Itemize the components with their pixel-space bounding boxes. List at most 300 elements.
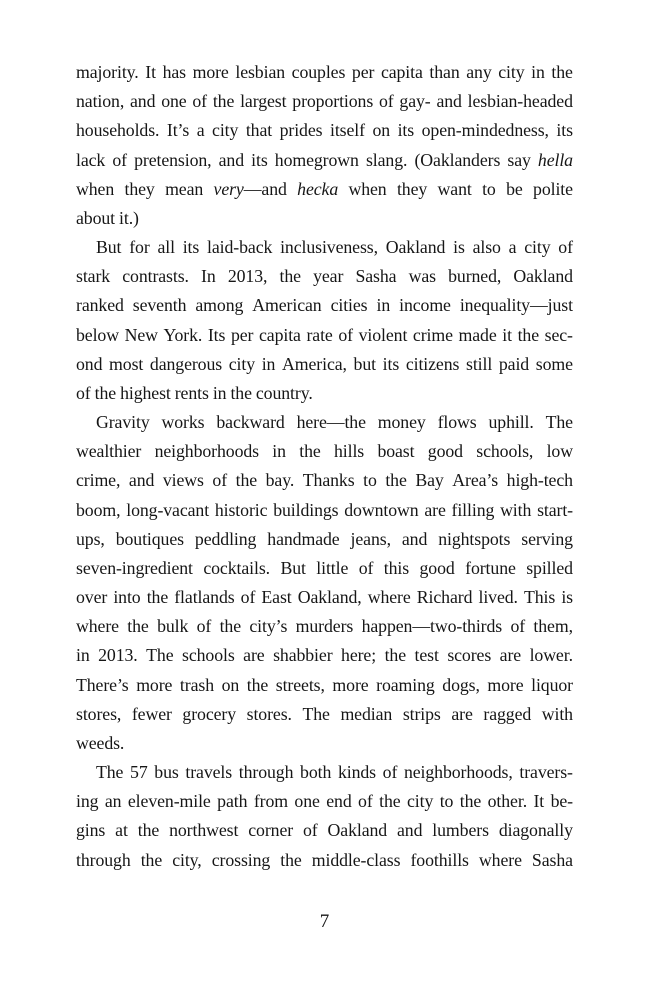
word: majority. [76,62,139,82]
text-line [76,408,573,437]
word: low [546,441,573,462]
word: the [137,820,160,841]
word: polite [533,178,573,199]
word: works [161,412,205,433]
word: sec- [544,324,573,345]
word: citizens [405,353,460,374]
word: peddling [194,528,257,549]
word: Sasha [355,266,397,287]
word: Bay [415,470,444,491]
word: downtown [344,499,419,520]
word: of [240,587,256,608]
word: liquor [531,674,573,695]
word: nation, [76,91,125,112]
word: them, [533,616,573,637]
word: start- [537,499,573,520]
word: capita [258,324,301,345]
word: historic [214,499,268,520]
word: and [218,149,245,170]
word: serving [521,528,573,549]
word: of [192,91,208,112]
word: boom, [76,499,121,520]
word: also [472,237,501,258]
word: more [332,674,369,695]
word: below [76,324,119,345]
word: fewer [131,703,172,724]
word: buildings [273,499,339,520]
word: of [302,820,318,841]
word: median [340,703,393,724]
word: The [545,412,573,433]
text-line [76,175,573,204]
word: is [561,587,573,608]
word: where [76,616,119,637]
text-line [76,554,573,583]
word: in [212,382,227,403]
word: very—and [213,178,287,199]
word: where [367,587,411,608]
word: East [261,587,292,608]
word: the [219,616,242,637]
word: seven-ingredient [76,557,193,578]
word: this [383,557,410,578]
word: lumbers [432,820,489,841]
word: stores, [76,703,122,724]
word: and [436,91,462,112]
text-line [76,204,573,233]
text-line [76,846,573,875]
word: cities [330,295,368,316]
text-line [76,87,573,116]
word: in [531,62,545,82]
word: America, [282,353,347,374]
word: This [524,587,556,608]
text-line [76,233,573,262]
word: filling [451,499,495,520]
word: made [458,324,497,345]
word: the [517,324,539,345]
word: stores. [246,703,292,724]
word: to [439,791,454,812]
word: here; [341,645,377,666]
text-line [76,262,573,291]
word: than [429,62,460,82]
word: in [261,353,276,374]
word: are [424,499,446,520]
word: lesbian-headed [467,91,573,112]
word: path [217,791,248,812]
word: with [541,703,573,724]
word: households. [76,120,160,141]
word: boast [377,441,415,462]
text-line [76,116,573,145]
word: crime, [76,470,121,491]
word: per [230,324,254,345]
word: capita [380,62,423,82]
word: laid-back [207,237,273,258]
word: the [551,62,573,82]
word: views [162,470,204,491]
word: end [326,791,352,812]
word: crossing [211,849,271,870]
word: that [245,120,273,141]
word: burned, [448,266,502,287]
word: New [124,324,158,345]
word: lesbian [235,62,286,82]
word: the [385,470,407,491]
word: city [524,237,551,258]
word: be [506,178,523,199]
word: It [145,62,156,82]
word: stark [76,266,111,287]
word: itself [329,120,365,141]
text-line [76,321,573,350]
word: of [358,791,373,812]
word: here—the [296,412,366,433]
word: more [136,674,173,695]
word: of [358,557,374,578]
word: flows [437,412,477,433]
text-line [76,671,573,700]
word: from [253,791,288,812]
text-line [76,816,573,845]
text-line [76,350,573,379]
word: backward [216,412,285,433]
word: is [453,237,465,258]
word: city [228,353,256,374]
word: Gravity [96,412,150,433]
word: hella [537,149,573,170]
word: of [382,762,398,783]
word: northwest [169,820,239,841]
word: an [104,791,122,812]
word: kinds [337,762,376,783]
word: of [212,470,228,491]
word: they [124,178,155,199]
word: lack [76,149,106,170]
word: the [279,266,301,287]
word: and [130,91,156,112]
word: It [533,791,545,812]
text-line [76,612,573,641]
word: but [353,353,376,374]
word: rents [174,382,209,403]
word: on [221,674,240,695]
word: travels [185,762,233,783]
word: diagonally [498,820,573,841]
word: be- [550,791,573,812]
word: highest [120,382,171,403]
word: has [162,62,186,82]
word: wealthier [76,441,142,462]
word: travers- [519,762,573,783]
page-number: 7 [319,911,330,932]
word: city [212,120,239,141]
word: The [96,762,124,783]
word: its [182,237,200,258]
word: long-vacant [126,499,210,520]
word: the [230,382,252,403]
word: income [399,295,451,316]
word: It’s [166,120,190,141]
word: roaming [376,674,435,695]
word: good [419,557,455,578]
word: seventh [132,295,187,316]
word: corner [248,820,294,841]
text-line [76,583,573,612]
word: about [76,207,116,228]
word: pretension, [134,149,212,170]
word: any [466,62,492,82]
word: of [558,237,573,258]
text-line [76,787,573,816]
word: country. [255,382,313,403]
word: the [146,587,169,608]
word: the [280,849,302,870]
word: couples [291,62,346,82]
word: proportions [292,91,374,112]
word: Oakland, [297,587,362,608]
word: its [382,353,400,374]
word: when [76,178,115,199]
word: say [507,149,531,170]
word: of [510,616,526,637]
word: American [252,295,322,316]
word: with [500,499,532,520]
text-line [76,729,573,758]
word: dogs, [442,674,480,695]
word: eleven-mile [127,791,211,812]
word: crime [412,324,453,345]
word: among [195,295,244,316]
word: high-tech [506,470,573,491]
word: murders [295,616,354,637]
word: of [112,149,127,170]
word: when [348,178,387,199]
text-line [76,466,573,495]
text-line [76,291,573,320]
word: hills [333,441,365,462]
word: of [196,616,212,637]
text-line [76,525,573,554]
word: ond [76,353,103,374]
word: Its [207,324,226,345]
word: to [363,470,377,491]
word: York. [163,324,203,345]
word: paid [498,353,530,374]
word: weeds. [76,732,125,753]
text-line [76,641,573,670]
word: middle-class [311,849,401,870]
word: both [300,762,332,783]
word: of [338,324,353,345]
word: contrasts. [122,266,189,287]
word: inclusiveness, [280,237,378,258]
word: hecka [297,178,339,199]
word: the [384,645,407,666]
word: strips [402,703,441,724]
word: prides [279,120,323,141]
word: slang. [365,149,408,170]
word: and [401,528,428,549]
word: 57 [130,762,148,783]
word: the [379,791,401,812]
word: trash [179,674,214,695]
word: cocktails. [203,557,270,578]
word: neighborhoods, [403,762,513,783]
word: they [396,178,428,199]
word: a [508,237,517,258]
word: Oakland [513,266,573,287]
word: shabbier [273,645,333,666]
word: at [115,820,128,841]
word: spilled [526,557,573,578]
word: Thanks [302,470,355,491]
word: ranked [76,295,124,316]
text-line [76,58,573,87]
word: the [235,470,258,491]
word: ups, [76,528,105,549]
word: most [109,353,144,374]
word: The [302,703,330,724]
word: year [313,266,344,287]
word: the [212,91,235,112]
word: nightspots [438,528,511,549]
word: in [76,645,90,666]
word: neighborhoods [154,441,259,462]
word: through [238,762,294,783]
word: of [76,382,91,403]
word: lower. [529,645,573,666]
word: good [427,441,463,462]
text-line [76,146,573,175]
word: scores [447,645,492,666]
word: the [140,849,163,870]
word: are [243,645,265,666]
word: one [294,791,320,812]
word: was [408,266,436,287]
word: Sasha [531,849,573,870]
word: 2013. [98,645,138,666]
word: ragged [483,703,532,724]
word: In [201,266,216,287]
word: But [280,557,306,578]
word: in [272,441,286,462]
word: 2013, [227,266,268,287]
word: some [535,353,573,374]
word: where [478,849,522,870]
word: violent [358,324,408,345]
word: are [499,645,522,666]
word: dangerous [149,353,223,374]
word: city [498,62,525,82]
word: foothills [410,849,469,870]
word: schools [182,645,235,666]
text-line [76,700,573,729]
word: bulk [157,616,189,637]
word: to [482,178,496,199]
word: (Oaklanders [414,149,501,170]
word: per [351,62,375,82]
word: fortune [465,557,516,578]
word: through [76,849,131,870]
word: schools, [476,441,534,462]
word: boutiques [115,528,184,549]
word: mean [165,178,204,199]
word: its [397,120,415,141]
word: little [316,557,349,578]
word: its [556,120,573,141]
word: still [466,353,493,374]
word: all [157,237,175,258]
word: a [196,120,205,141]
word: But [96,237,122,258]
word: and [128,470,155,491]
word: it.) [119,207,139,228]
text-block [76,58,573,875]
word: grocery [182,703,237,724]
word: one [161,91,187,112]
word: ing [76,791,99,812]
word: Oakland [327,820,388,841]
word: rate [306,324,333,345]
word: the [459,791,482,812]
word: bus [154,762,179,783]
word: are [451,703,473,724]
word: into [113,587,141,608]
word: bay. [265,470,295,491]
text-line [76,437,573,466]
word: jeans, [350,528,391,549]
word: lived. [478,587,518,608]
word: homegrown [274,149,359,170]
text-line [76,758,573,787]
word: more [487,674,524,695]
word: in [376,295,391,316]
word: more [192,62,229,82]
word: gay- [399,91,431,112]
word: Oakland [385,237,446,258]
word: flatlands [174,587,235,608]
word: inequality—just [459,295,573,316]
word: the [299,441,321,462]
word: largest [240,91,287,112]
word: the [246,674,269,695]
word: on [372,120,391,141]
word: for [129,237,150,258]
word: and [397,820,423,841]
word: handmade [267,528,340,549]
word: city’s [249,616,288,637]
word: open-mindedness, [421,120,549,141]
word: the [94,382,117,403]
text-line [76,379,573,408]
word: the [127,616,149,637]
word: The [146,645,174,666]
word: uphill. [488,412,534,433]
word: over [76,587,108,608]
word: gins [76,820,106,841]
word: Richard [416,587,473,608]
word: city, [172,849,202,870]
word: other. [487,791,528,812]
word: it [502,324,512,345]
text-line [76,496,573,525]
word: test [414,645,439,666]
word: city [406,791,434,812]
word: There’s [76,674,129,695]
word: money [377,412,426,433]
